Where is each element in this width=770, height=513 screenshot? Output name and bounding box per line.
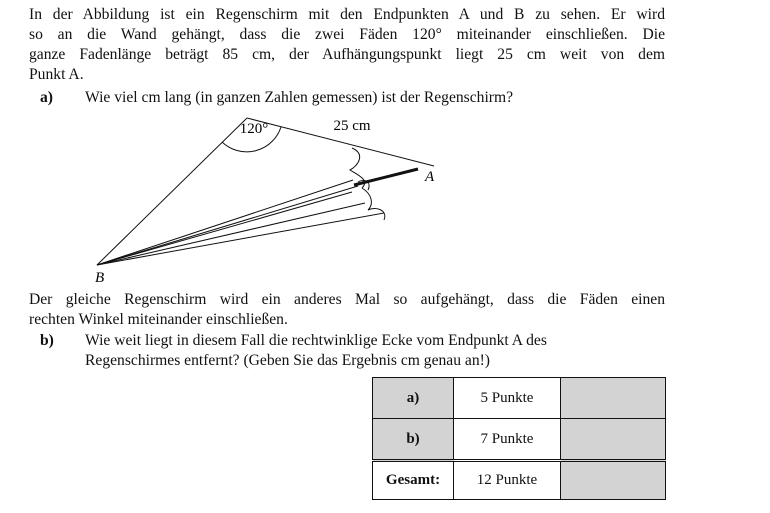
score-total-row [373,461,666,500]
thread-to-b [97,118,247,265]
point-b-label: B [95,270,105,286]
question-b-line-2: Regenschirmes entfernt? (Geben Sie das Ergebnis cm genau an!) [85,352,491,369]
intro-line-2: so an die Wand gehängt, dass die zwei Fäden 120° miteinander einschließen. Die [29,26,665,43]
point-a-label: A [425,169,435,185]
score-entry-cell[interactable] [561,419,666,461]
umbrella-shaft [97,186,358,265]
score-row-points: 5 Punkte [454,378,561,419]
score-total-entry-cell[interactable] [561,461,666,500]
score-row-label: b) [373,419,454,461]
score-row [373,378,666,419]
question-b-line-1: Wie weit liegt in diesem Fall die rechtwinklige Ecke vom Endpunkt A des [85,332,547,349]
score-entry-cell[interactable] [561,378,666,419]
umbrella-rib [97,180,353,265]
score-total-label: Gesamt: [373,461,454,500]
question-b-label: b) [40,332,54,349]
score-table [372,377,666,500]
score-row [373,419,666,461]
question-a-label: a) [40,89,53,106]
umbrella-rib [97,203,365,265]
umbrella-handle [354,169,418,185]
score-row-label: a) [373,378,454,419]
score-total-points: 12 Punkte [454,461,561,500]
second-para-line-2: rechten Winkel miteinander einschließen. [29,311,288,328]
intro-line-3: ganze Fadenlänge beträgt 85 cm, der Aufhängungspunkt liegt 25 cm weit von dem [29,46,665,63]
intro-line-4: Punkt A. [29,66,84,83]
question-a-text: Wie viel cm lang (in ganzen Zahlen gemessen) ist der Regenschirm? [85,89,514,106]
score-row-points: 7 Punkte [454,419,561,461]
length-label: 25 cm [333,118,371,134]
second-para-line-1: Der gleiche Regenschirm wird ein anderes Mal so aufgehängt, dass die Fäden einen [29,291,665,308]
umbrella-rib [97,192,352,265]
angle-label: 120° [239,121,269,137]
umbrella-rib [97,213,384,265]
intro-line-1: In der Abbildung ist ein Regenschirm mit den Endpunkten A und B zu sehen. Er wird [29,6,665,23]
